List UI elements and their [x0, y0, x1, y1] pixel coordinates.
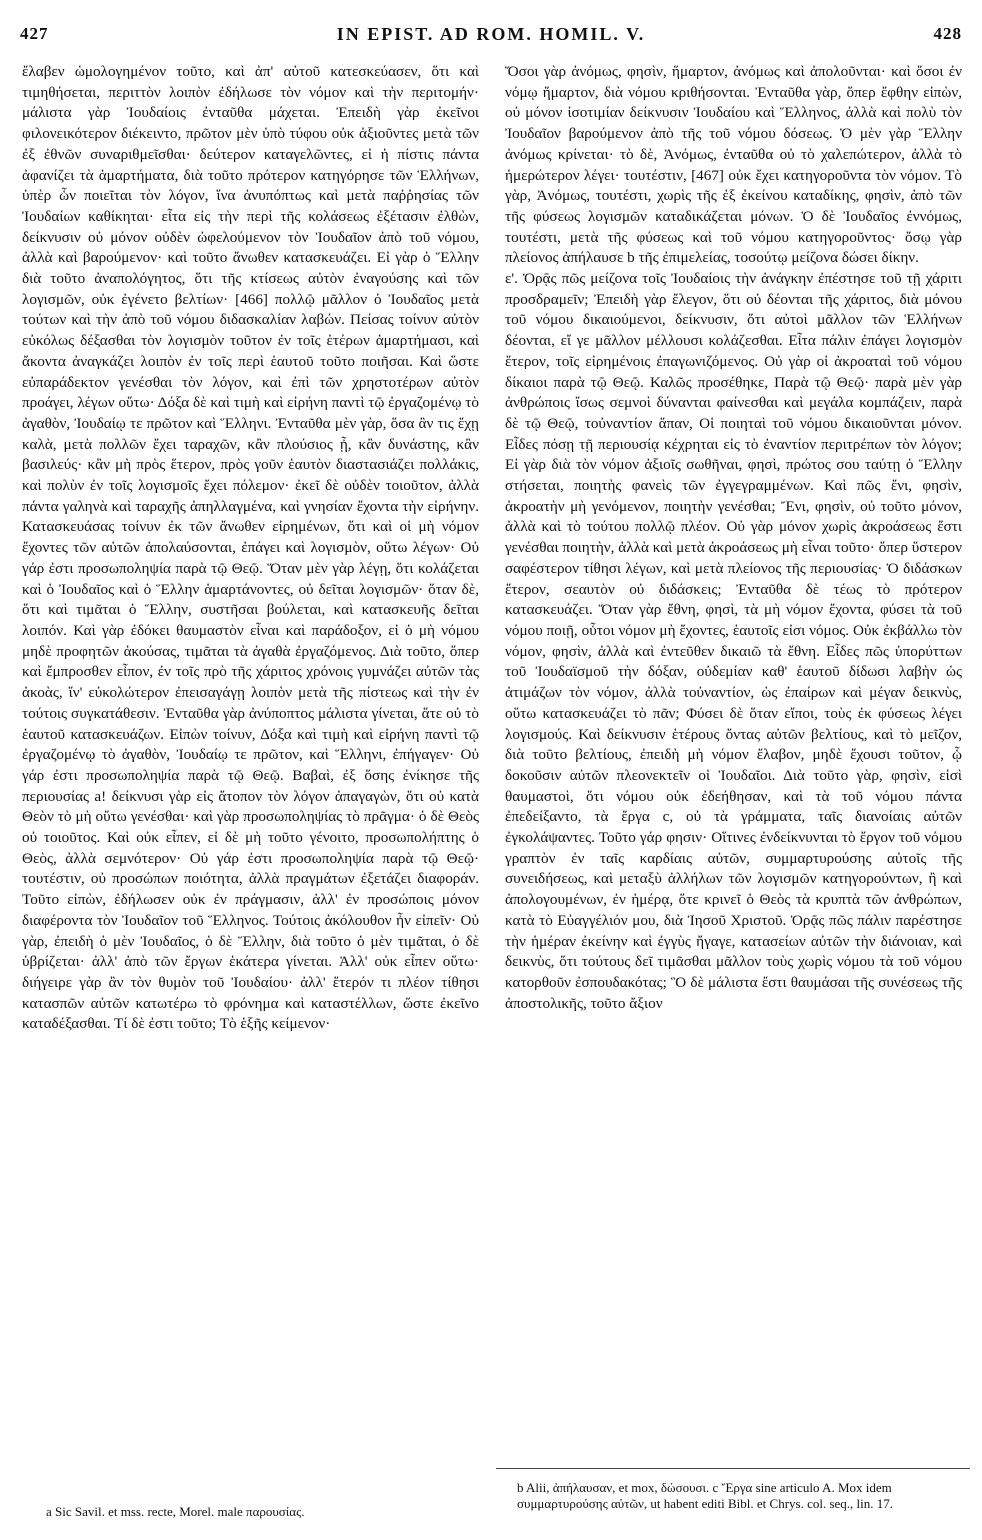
left-page-number: 427	[20, 24, 49, 43]
footnote-right: b Alii, ἀπήλαυσαν, et mox, δώσουσι. c Ἔργα sine articulo A. Mox idem συμμαρτυρούσης αὐτῶν, ut habent editi Bibl. et Chrys. col. seq., lin. 17.	[517, 1480, 894, 1511]
text-columns	[22, 62, 962, 1467]
footnotes	[20, 1470, 962, 1530]
left-paragraph: ἔλαβεν ὡμολογημένον τοῦτο, καὶ ἀπ' αὐτοῦ κατεσκεύασεν, ὅτι καὶ τιμηθήσεται, περιττὸν λοιπὸν ἐδήλωσε τὸν νόμον καὶ τὴν περιτομήν· μάλιστα γὰρ Ἰουδαίοις ἐνταῦθα μάχεται. Ἐπειδὴ γὰρ ἐκεῖνοι φιλονεικότερον διέκειντο, πρῶτον μὲν ὑπὸ τύφου οὐκ ἀξιοῦντες μετὰ τῶν ἐξ ἐθνῶν συναριθμεῖσθαι· δεύτερον καταγελῶντες, εἰ ἡ πίστις πάντα ἀφανίζει τὰ ἁμαρτήματα, διὰ τοῦτο πρότερον κατηγόρησε τῶν Ἑλλήνων, ὑπὲρ ὧν ποιεῖται τὸν λόγον, ἵνα ἀνυπόπτως καὶ μετὰ παῤῥησίας τῶν Ἰουδαίων καθίκηται· εἶτα εἰς τὴν περὶ τῆς κολάσεως ἐξέτασιν ἐλθὼν, δείκνυσιν οὐ μόνον οὐδὲν ὠφελούμενον τὸν Ἰουδαῖον ἀπὸ τοῦ νόμου, ἀλλὰ καὶ βαρούμενον· καὶ τοῦτο ἄνωθεν κατασκευάζει. Εἰ γὰρ ὁ Ἕλλην διὰ τοῦτο ἀναπολόγητος, ὅτι τῆς κτίσεως αὐτὸν ἐναγούσης καὶ τῶν λογισμῶν, οὐκ ἐγένετο βελτίων· [466] πολλῷ μᾶλλον ὁ Ἰουδαῖος μετὰ τούτων καὶ τὴν ἀπὸ τοῦ νόμου διδασκαλίαν λαβών. Πείσας τοίνυν αὐτὸν εὐκόλως δέξασθαι τὸν λογισμὸν τοῦτον ἐν τοῖς ἑτέρων ἁμαρτήμασι, καὶ ἄκοντα ἀναγκάζει λοιπὸν ἐν τοῖς περὶ ἑαυτοῦ τοῦτο ποιῆσαι. Καὶ ὥστε εὐπαράδεκτον γενέσθαι τὸν λόγον, καὶ ἐπὶ τῶν χρηστοτέρων αὐτὸν προάγει, λέγων οὕτω· Δόξα δὲ καὶ τιμὴ καὶ εἰρήνη παντὶ τῷ ἐργαζομένῳ τὸ ἀγαθὸν, Ἰουδαίῳ τε πρῶτον καὶ Ἕλληνι. Ἐνταῦθα μὲν γὰρ, ὅσα ἂν τις ἔχῃ καλὰ, μετὰ πολλῶν ἔχει ταραχῶν, κἂν πλούσιος ᾖ, κἂν δυνάστης, κἂν βασιλεύς· κἂν μὴ πρὸς ἕτερον, πρὸς γοῦν ἑαυτὸν διαστασιάζει πολλάκις, καὶ πολὺν ἐν τοῖς λογισμοῖς ἔχει πόλεμον· ἐκεῖ δὲ οὐδὲν τοιοῦτον, ἀλλὰ πάντα γαληνὰ καὶ ταραχῆς ἀπηλλαγμένα, καὶ γνησίαν ἔχοντα τὴν εἰρήνην. Κατασκευάσας τοίνυν ἐκ τῶν ἄνωθεν εἰρημένων, ὅτι καὶ οἱ μὴ νόμον ἔχοντες τῶν αὐτῶν ἀπολαύσονται, ἐπάγει καὶ λογισμὸν, οὕτω λέγων· Οὐ γάρ ἐστι προσωποληψία παρὰ τῷ Θεῷ. Ὅταν μὲν γὰρ λέγῃ, ὅτι κολάζεται καὶ ὁ Ἰουδαῖος καὶ ὁ Ἕλλην ἁμαρτάνοντες, οὐ δεῖται λογισμῶν· ὅταν δὲ, ὅτι καὶ τιμᾶται ὁ Ἕλλην, συστῆσαι βούλεται, καὶ κατασκευῆς δεῖται λοιπόν. Καὶ γὰρ ἐδόκει θαυμαστὸν εἶναι καὶ παράδοξον, εἰ ὁ μὴ νόμου μηδὲ προφητῶν ἀκούσας, τιμᾶται τὰ ἀγαθὰ ἐργαζόμενος. Διὰ τοῦτο, ὅπερ καὶ ἔμπροσθεν εἶπον, ἐν τοῖς πρὸ τῆς χάριτος χρόνοις γυμνάζει αὐτῶν τὰς ἀκοὰς, ἵν' εὐκολώτερον ἐπεισαγάγῃ λοιπὸν μετὰ τῆς πίστεως καὶ τὴν ἐν τούτοις συγκατάθεσιν. Ἐνταῦθα γὰρ ἀνύποπτος μάλιστα γίνεται, ἅτε οὐ τὸ ἑαυτοῦ κατασκευάζων. Εἰπὼν τοίνυν, Δόξα καὶ τιμὴ καὶ εἰρήνη παντὶ τῷ ἐργαζομένῳ τὸ ἀγαθὸν, Ἰουδαίῳ τε πρῶτον, καὶ Ἕλληνι, ἐπήγαγεν· Οὐ γάρ ἐστι προσωποληψία παρὰ τῷ Θεῷ. Βαβαὶ, ἐξ ὅσης ἐνίκησε τῆς περιουσίας a! δείκνυσι γὰρ εἰς ἄτοπον τὸν λόγον ἀπαγαγὼν, ὅτι οὐ κατὰ Θεὸν τὸ μὴ οὕτω γενέσθαι· καὶ γὰρ προσωποληψίας τὸ πρᾶγμα· ὁ δὲ Θεὸς οὐ τοιοῦτος. Καὶ οὐκ εἶπεν, εἰ δὲ μὴ τοῦτο γένοιτο, προσωπολήπτης ὁ Θεὸς, ἀλλὰ σεμνότερον· Οὐ γάρ ἐστι προσωποληψία παρὰ τῷ Θεῷ· τουτέστιν, οὐ προσώπων ποιότητα, ἀλλὰ πραγμάτων ἐξετάζει διαφοράν. Τοῦτο εἰπὼν, ἐδήλωσεν οὐκ ἐν πράγμασιν, ἀλλ' ἐν προσώποις μόνον διαφέροντα τὸν Ἰουδαῖον τοῦ Ἕλληνος. Τούτοις ἀκόλουθον ἦν εἰπεῖν· Οὐ γὰρ, ἐπειδὴ ὁ μὲν Ἰουδαῖος, ὁ δὲ Ἕλλην, διὰ τοῦτο ὁ μὲν τιμᾶται, ὁ δὲ ὑβρίζεται· ἀλλ' ἀπὸ τῶν ἔργων ἑκάτερα γίνεται. Ἀλλ' οὐκ εἶπεν οὕτω· διήγειρε γὰρ ἂν τὸν θυμὸν τοῦ Ἰουδαίου· ἀλλ' ἕτερόν τι πλέον τίθησι κατασπῶν αὐτῶν κατωτέρω τὸ φρόνημα καὶ καταστέλλων, ὥστε ἐκεῖνο καταδέξασθαι. Τί δὲ ἐστι τοῦτο; Τὸ ἑξῆς κείμενον·	[22, 63, 479, 1033]
page-header	[20, 14, 962, 54]
running-title: IN EPIST. AD ROM. HOMIL. V.	[336, 23, 646, 44]
right-page-number: 428	[933, 24, 962, 43]
footnote-left: a Sic Savil. et mss. recte, Morel. male παρουσίας.	[46, 1504, 305, 1519]
right-paragraph: Ὅσοι γὰρ ἀνόμως, φησὶν, ἥμαρτον, ἀνόμως καὶ ἀπολοῦνται· καὶ ὅσοι ἐν νόμῳ ἥμαρτον, διὰ νόμου κριθήσονται. Ἐνταῦθα γὰρ, ὅπερ ἔφθην εἰπὼν, οὐ μόνον ἰσοτιμίαν δείκνυσιν Ἰουδαίου καὶ Ἕλληνος, ἀλλὰ καὶ πολὺ τὸν Ἰουδαῖον βαρούμενον ἀπὸ τῆς τοῦ νόμου δόσεως. Ὁ μὲν γὰρ Ἕλλην ἀνόμως κρίνεται· τὸ δὲ, Ἀνόμως, ἐνταῦθα οὐ τὸ χαλεπώτερον, ἀλλὰ τὸ ἡμερώτερον λέγει· τουτέστιν, [467] οὐκ ἔχει κατηγοροῦντα τὸν νόμον. Τὸ γὰρ, Ἀνόμως, τουτέστι, χωρὶς τῆς ἐξ ἐκείνου καταδίκης, φησὶν, ἀπὸ τῶν τῆς φύσεως λογισμῶν καταδικάζεται μόνων. Ὁ δὲ Ἰουδαῖος ἐννόμως, τουτέστι, μετὰ τῆς φύσεως καὶ τοῦ νόμου κατηγοροῦντος· ὅσῳ γὰρ πλείονος ἀπήλαυσε b τῆς ἐπιμελείας, τοσούτῳ μείζονα δώσει δίκην.	[505, 63, 962, 267]
left-column	[22, 62, 479, 1467]
footnote-rule	[496, 1468, 970, 1469]
right-paragraph-section-5: ε'. Ὁρᾷς πῶς μείζονα τοῖς Ἰουδαίοις τὴν ἀνάγκην ἐπέστησε τοῦ τῇ χάριτι προσδραμεῖν; Ἐπειδὴ γὰρ ἔλεγον, ὅτι οὐ δέονται τῆς χάριτος, διὰ μόνου τοῦ νόμου δικαιούμενοι, δείκνυσιν, ὅτι αὐτοὶ μᾶλλον τῶν Ἑλλήνων δέονται, εἴ γε μᾶλλον μέλλουσι κολάζεσθαι. Εἶτα πάλιν ἐπάγει λογισμὸν ἕτερον, τοῖς εἰρημένοις ἐπαγωνιζόμενος. Οὐ γὰρ οἱ ἀκροαταὶ τοῦ νόμου δίκαιοι παρὰ τῷ Θεῷ. Καλῶς προσέθηκε, Παρὰ τῷ Θεῷ· παρὰ μὲν γὰρ ἀνθρώποις ἴσως σεμνοὶ δύνανται φαίνεσθαι καὶ μεγάλα κομπάζειν, παρὰ δὲ τῷ Θεῷ, τοὐναντίον ἅπαν, Οἱ ποιηταὶ τοῦ νόμου δικαιοῦνται μόνον. Εἶδες πόσῃ τῇ περιουσίᾳ κέχρηται εἰς τὸ ἐναντίον περιτρέπων τὸν λόγον; Εἰ γὰρ διὰ τὸν νόμον ἀξιοῖς σωθῆναι, φησὶ, πρώτος σου ταύτῃ ὁ Ἕλλην στήσεται, ποιητὴς φανεὶς τῶν ἐγγεγραμμένων. Καὶ πῶς ἔνι, φησὶν, ἀκροατὴν μὴ γενόμενον, ποιητὴν γενέσθαι; Ἔνι, φησὶν, οὐ τοῦτο μόνον, ἀλλὰ καὶ τὸ τούτου πολλῷ πλέον. Οὐ γὰρ μόνον χωρὶς ἀκροάσεως ἔστι γενέσθαι ποιητὴν, ἀλλὰ καὶ μετὰ ἀκροάσεως μὴ εἶναι τοῦτο· ὅπερ ὕστερον σαφέστερον τίθησι λέγων, καὶ μετὰ πλείονος τῆς περιουσίας· Ὁ διδάσκων ἕτερον, σεαυτὸν οὐ διδάσκεις; Ἐνταῦθα δὲ τέως τὸ πρότερον κατασκευάζει. Ὅταν γὰρ ἔθνη, φησὶ, τὰ μὴ νόμον ἔχοντα, φύσει τὰ τοῦ νόμου ποιῇ, οὗτοι νόμον μὴ ἔχοντες, ἑαυτοῖς εἰσι νόμος. Οὐκ ἐκβάλλω τὸν νόμον, φησὶν, ἀλλὰ καὶ ἐντεῦθεν δικαιῶ τὰ ἔθνη. Εἶδες πῶς ὑπορύττων τοῦ Ἰουδαϊσμοῦ τὴν δόξαν, οὐδεμίαν καθ' ἑαυτοῦ δίδωσι λαβὴν ὡς ἀτιμάζων τὸν νόμον, ἀλλὰ τοὐναντίον, ὡς ἐπαίρων καὶ μέγαν δεικνὺς, οὕτω κατασκευάζει τὸ πᾶν; Φύσει δὲ ὅταν εἴποι, τοὺς ἐκ φύσεως λέγει λογισμούς. Καὶ δείκνυσιν ἑτέρους ὄντας αὐτῶν βελτίους, καὶ τὸ μεῖζον, διὰ τοῦτο βελτίους, ἐπειδὴ μὴ νόμον ἔλαβον, μηδὲ ἔχουσι τοῦτον, ᾧ δοκοῦσιν αὐτῶν πλεονεκτεῖν οἱ Ἰουδαῖοι. Διὰ τοῦτο γὰρ, φησὶν, εἰσὶ θαυμαστοὶ, ὅτι νόμου οὐκ ἐδεήθησαν, καὶ τὰ τοῦ νόμου πάντα ἐπεδείξαντο, τὰ ἔργα c, οὐ τὰ γράμματα, ταῖς διανοίαις αὐτῶν ἐγκολάψαντες. Τοῦτο γάρ φησιν· Οἵτινες ἐνδείκνυνται τὸ ἔργον τοῦ νόμου γραπτὸν ἐν ταῖς καρδίαις αὐτῶν, συμμαρτυρούσης αὐτοῖς τῆς συνειδήσεως, καὶ μεταξὺ ἀλλήλων τῶν λογισμῶν κατηγορούντων, ἢ καὶ ἀπολογουμένων, ἐν ἡμέρᾳ, ὅτε κρινεῖ ὁ Θεὸς τὰ κρυπτὰ τῶν ἀνθρώπων, κατὰ τὸ Εὐαγγέλιόν μου, διὰ Ἰησοῦ Χριστοῦ. Ὁρᾷς πῶς πάλιν παρέστησε τὴν ἡμέραν ἐκείνην καὶ ἐγγὺς ἤγαγε, κατασείων αὐτῶν τὴν διάνοιαν, καὶ δεικνὺς, ὅτι τούτους δεῖ τιμᾶσθαι μᾶλλον τοὺς χωρὶς νόμου τὰ τοῦ νόμου κατορθοῦν ἐσπουδακότας; Ὃ δὲ μάλιστα ἔστι θαυμάσαι τῆς συνέσεως τῆς ἀποστολικῆς, τοῦτο ἄξιον	[505, 270, 962, 1012]
right-column	[505, 62, 962, 1467]
